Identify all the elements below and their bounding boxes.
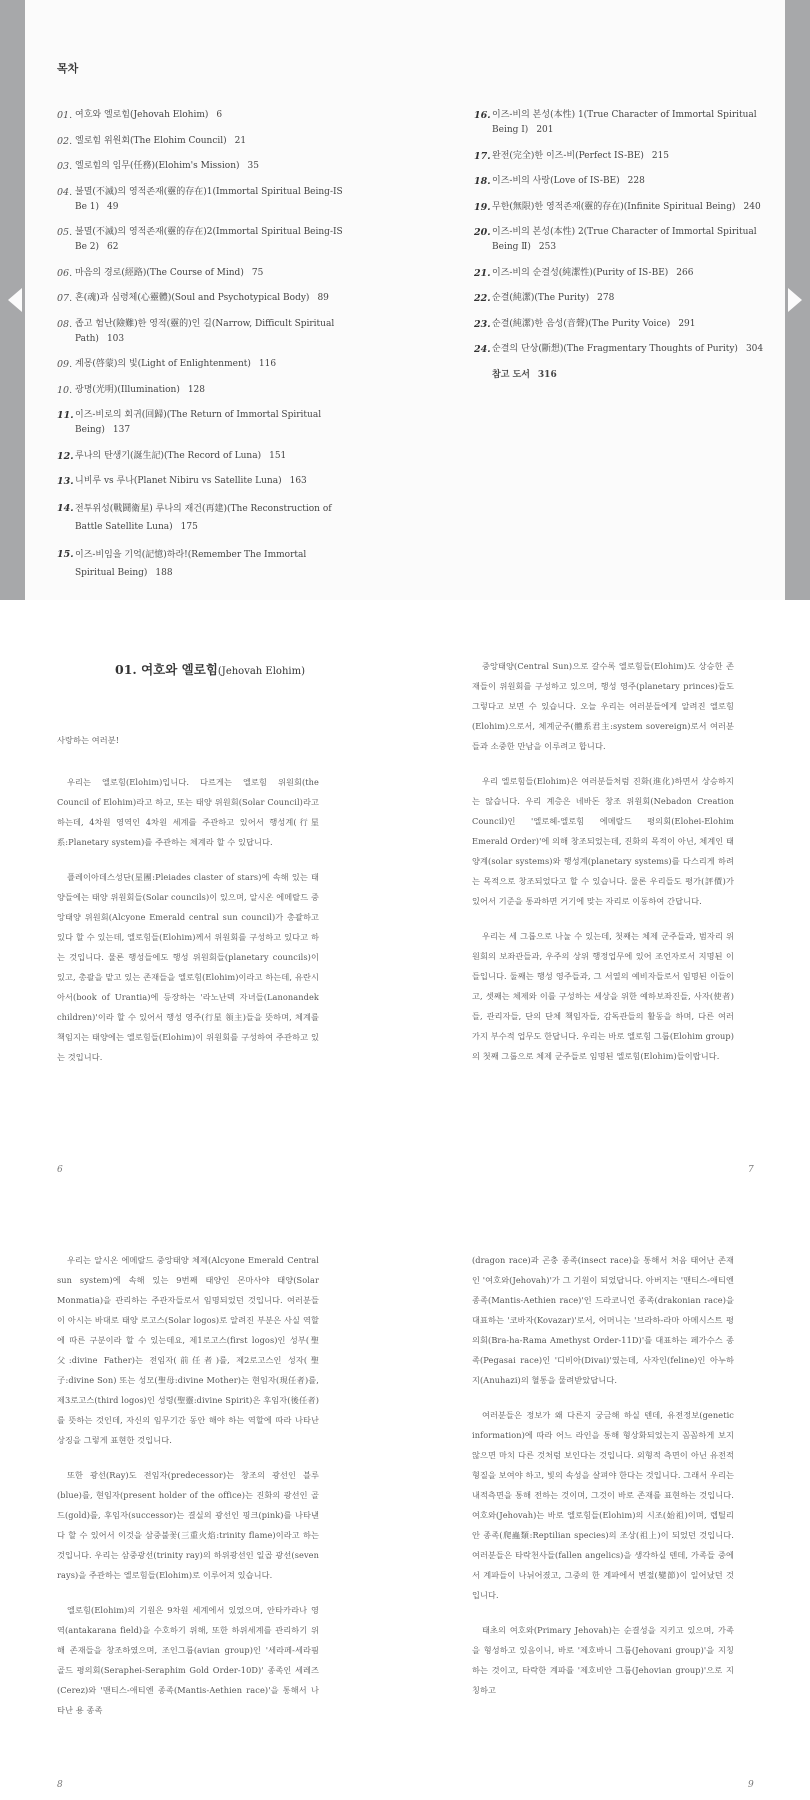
page-9-body <box>472 1250 734 1715</box>
toc-item[interactable]: 09. 계몽(啓蒙)의 빛(Light of Enlightenment) 116 <box>57 359 277 370</box>
paragraph: 중앙태양(Central Sun)으로 갈수록 엘로힘들(Elohim)도 상승한 존재들이 위원회를 구성하고 있으며, 행성 영주(planetary princes)들도 그렇다고 보면 수 있습니다. 오늘 우리는 여러분들에게 알려진 엘로힘(Elohim)으로서, 체계군주(體系君主:system sovereign)로서 여러분들과 소중한 만남을 이루려고 합니다. <box>472 661 734 751</box>
paragraph: (dragon race)과 곤충 종족(insect race)을 통해서 처음 태어난 존재인 '여호와(Jehovah)'가 그 기원이 되었답니다. 아버지는 '맨티스-애티엔 종족(Mantis-Aethien race)'인 드라코니언 종족(drakonian race)을 대표하는 '코바자(Kovazar)'로서, 어머니는 '브라하-라마 아메시스트 평의회(Bra-ha-Rama Amethyst Order-11D)'를 대표하는 페가수스 종족(Pegasai race)인 '디비아(Divai)'였는데, 사자인(feline)인 아누하지(Anuhazi)의 혈통을 물려받았답니다. <box>472 1255 734 1385</box>
toc-item[interactable]: 06. 마음의 경로(經路)(The Course of Mind) 75 <box>57 267 264 279</box>
page-edge-left <box>0 0 25 600</box>
toc-item[interactable]: 18. 이즈-비의 사랑(Love of IS-BE) 228 <box>474 176 645 187</box>
page-6-body <box>57 730 319 1082</box>
page-7-body <box>472 656 734 1081</box>
toc-item[interactable]: 01. 여호와 엘로힘(Jehovah Elohim) 6 <box>57 110 223 121</box>
toc-item[interactable]: 15. 이즈-비임을 기억(記憶)하라!(Remember The Immortal Spiritual Being) 188 <box>57 549 307 578</box>
notch-left-icon <box>8 288 22 312</box>
paragraph: 또한 광선(Ray)도 전임자(predecessor)는 창조의 광선인 블루(blue)를, 현임자(present holder of the office)는 진화의 광선인 골드(gold)를, 후임자(successor)는 결실의 광선인 핑크(pink)를 나타낸다 할 수 있어서 이것을 삼중불꽃(三重火焰:trinity flame)이라고 하는 것입니다. 우리는 삼중광선(trinity ray)의 하위광선인 일곱 광선(seven rays)을 주관하는 엘로힘들(Elohim)로 이루어져 있습니다. <box>57 1470 319 1580</box>
paragraph: 여러분들은 정보가 왜 다른지 궁금해 하실 텐데, 유전정보(genetic information)에 따라 어느 라인을 통해 형상화되었는지 꼼꼼하게 보지 않으면 마치 다른 것처럼 보인다는 것입니다. 외형적 측면이 아닌 유전적 형질을 보여야 하고, 빛의 속성을 살펴야 한다는 것입니다. 그래서 우리는 내적측면을 통해 전하는 것이며, 그것이 바로 존재를 표현하는 것입니다. 여호와(Jehovah)는 바로 엘로힘들(Elohim)의 시조(始祖)이며, 렙틸리안 종족(爬蟲類:Reptilian species)의 조상(祖上)이 되었던 것입니다. 여러분들은 타락천사들(fallen angelics)을 생각하실 텐데, 가족들 중에서 계파들이 나뉘어졌고, 그중의 한 계파에서 변절(變節)이 일어났던 것입니다. <box>472 1410 734 1600</box>
toc-item[interactable]: 13. 니비루 vs 루나(Planet Nibiru vs Satellite Luna) 163 <box>57 476 307 487</box>
paragraph: 우리는 알시온 에메랄드 중앙태양 체제(Alcyone Emerald Central sun system)에 속해 있는 9번째 태양인 몬마사야 태양(Solar Monmatia)을 관리하는 주관자들로서 임명되었던 것입니다. 여러분들이 아시는 바대로 태양 로고스(Solar logos)로 알려진 부분은 사실 역할에 따른 구분이라 할 수 있는데요, 제1로고스(first logos)인 성부(聖父:divine Father)는 전임자(前任者)를, 제2로고스인 성자(聖子:divine Son) 또는 성모(聖母:divine Mother)는 현임자(現任者)를, 제3로고스(third logos)인 성령(聖靈:divine Spirit)은 후임자(後任者)를 뜻하는 것인데, 자신의 임무기간 동안 해야 하는 역할에 따라 나타난 상징을 그렇게 표현한 것입니다. <box>57 1255 319 1445</box>
spread-pages-6-7 <box>0 600 810 1200</box>
chapter-title: 01. 여호와 엘로힘(Jehovah Elohim) <box>115 662 305 677</box>
toc-item[interactable]: 21. 이즈-비의 순결성(純潔性)(Purity of IS-BE) 266 <box>474 267 694 279</box>
paragraph: 사랑하는 여러분! <box>57 735 120 745</box>
toc-item[interactable]: 02. 엘로힘 위원회(The Elohim Council) 21 <box>57 135 247 147</box>
page-number: 6 <box>57 1165 63 1175</box>
paragraph: 플레이아데스성단(星團:Pleiades claster of stars)에 속해 있는 태양들에는 태양 위원회들(Solar councils)이 있으며, 알시온 에메랄드 중앙태양 위원회(Alcyone Emerald central sun council)가 총괄하고 있다 할 수 있는데, 엘로힘들(Elohim)께서 위원회를 구성하고 있다고 하는 것입니다. 물론 행성들에도 행성 위원회들(planetary councils)이 있고, 총괄을 맡고 있는 존재들을 엘로힘(Elohim)이라고 하는데, 유란시아서(book of Urantia)에 등장하는 '라노난덱 자녀들(Lanonandek children)'이라 할 수 있어서 행성 영주(行星 領主)들을 뜻하며, 체계를 책임지는 태양에는 엘로힘들(Elohim)이 위원회를 구성하여 주관하고 있는 것입니다. <box>57 872 319 1062</box>
toc-item[interactable]: 08. 좁고 험난(險難)한 영적(靈的)인 길(Narrow, Difficult Spiritual Path) 103 <box>57 318 335 344</box>
toc-item[interactable]: 03. 엘로힘의 임무(任務)(Elohim's Mission) 35 <box>57 161 259 172</box>
toc-item[interactable]: 14. 전투위성(戰鬪衛星) 루나의 재건(再建)(The Reconstruction of Battle Satellite Luna) 175 <box>57 502 332 532</box>
paragraph: 우리는 세 그룹으로 나눌 수 있는데, 첫째는 체제 군주들과, 범자리 위원회의 보좌관들과, 우주의 상위 행정업무에 있어 조언자로서 지명된 이들입니다. 둘째는 행성 영주들과, 그 서열의 예비자들로서 임명된 이들이고, 셋째는 체제와 이를 구성하는 세상을 위한 예하보좌진들, 사자(使者)들, 관리자들, 단의 단체 책임자들, 감독관들의 활동을 하며, 다른 여러 가지 부수적 업무도 한답니다. 우리는 바로 엘로힘 그룹(Elohim group)의 첫째 그룹으로 체제 군주들로 임명된 엘로힘(Elohim)들이랍니다. <box>472 931 734 1061</box>
toc-item[interactable]: 24. 순결의 단상(斷想)(The Fragmentary Thoughts of Purity) 304 <box>474 344 764 355</box>
page-number: 8 <box>57 1780 63 1790</box>
toc-item[interactable]: 23. 순결(純潔)한 음성(音聲)(The Purity Voice) 291 <box>474 318 696 330</box>
toc-item[interactable]: 22. 순결(純潔)(The Purity) 278 <box>474 293 615 304</box>
toc-item[interactable]: 20. 이즈-비의 본성(本性) 2(True Character of Immortal Spiritual Being Ⅱ) 253 <box>474 227 757 252</box>
toc-item[interactable]: 17. 완전(完全)한 이즈-비(Perfect IS-BE) 215 <box>474 150 670 162</box>
toc-item[interactable]: 19. 무한(無限)한 영적존재(靈的存在)(Infinite Spiritual Being) 240 <box>474 201 761 213</box>
toc-item[interactable]: 16. 이즈-비의 본성(本性) 1(True Character of Immortal Spiritual Being Ⅰ) 201 <box>474 110 757 135</box>
paragraph: 우리는 엘로힘(Elohim)입니다. 다르게는 엘로힘 위원회(the Council of Elohim)라고 하고, 또는 태양 위원회(Solar Council)라고 하는데, 4차원 영역인 4차원 세계를 주관하고 있어서 행성계(行星系:Planetary system)를 주관하는 체계라 할 수 있답니다. <box>57 777 319 847</box>
toc-item[interactable]: 12. 루나의 탄생기(誕生記)(The Record of Luna) 151 <box>57 450 287 462</box>
toc-right-column <box>474 108 764 393</box>
paragraph: 우리 엘로힘들(Elohim)은 여러분들처럼 진화(進化)하면서 상승하지는 않습니다. 우리 계층은 네바돈 창조 위원회(Nebadon Creation Council)인 '엘로헤-엘로힘 에메랄드 평의회(Elohei-Elohim Emerald Order)'에 의해 창조되었는데, 진화의 목적이 아닌, 체계인 태양계(solar systems)와 행성계(planetary systems)를 다스리게 하려는 목적으로 창조되었다고 할 수 있습니다. 물론 우리들도 평가(評價)가 있어서 기준을 통과하면 거기에 맞는 자리로 이동하여 간답니다. <box>472 776 734 906</box>
page-8-body <box>57 1250 319 1735</box>
page-number: 7 <box>748 1165 754 1175</box>
page-edge-right <box>785 0 810 600</box>
paragraph: 엘로힘(Elohim)의 기원은 9차원 세계에서 있었으며, 안타카라나 영역(antakarana field)을 수호하기 위해, 또한 하위세계를 관리하기 위해 존재들을 창조하였으며, 조인그룹(avian group)인 '세라페-세라핌 골드 평의회(Seraphei-Seraphim Gold Order-10D)' 종족인 세레즈(Cerez)와 '맨티스-애티엔 종족(Mantis-Aethien race)'을 통해서 나타난 용 종족 <box>57 1605 319 1715</box>
toc-item[interactable]: 10. 광명(光明)(Illumination) 128 <box>57 384 206 396</box>
toc-item[interactable]: 05. 불멸(不滅)의 영적존재(靈的存在)2(Immortal Spiritual Being-IS Be 2) 62 <box>57 227 343 252</box>
notch-right-icon <box>788 288 802 312</box>
toc-item[interactable]: 07. 혼(魂)과 심령체(心靈體)(Soul and Psychotypical Body) 89 <box>57 293 329 304</box>
toc-item-references[interactable]: 참고 도서 316 <box>492 369 557 380</box>
paragraph: 태초의 여호와(Primary Jehovah)는 순결성을 지키고 있으며, 가족을 형성하고 있음이니, 바로 '제호바니 그룹(Jehovani group)'을 지칭하는 것이고, 타락한 계파를 '제호비안 그룹(Jehovian group)'으로 지칭하고 <box>472 1625 734 1695</box>
toc-item[interactable]: 11. 이즈-비로의 회귀(回歸)(The Return of Immortal Spiritual Being) 137 <box>57 410 322 435</box>
toc-left-column <box>57 108 347 593</box>
toc-heading: 목차 <box>57 62 79 75</box>
toc-spread <box>0 0 810 600</box>
page-number: 9 <box>748 1780 754 1790</box>
toc-item[interactable]: 04. 불멸(不滅)의 영적존재(靈的存在)1(Immortal Spiritual Being-IS Be 1) 49 <box>57 186 343 212</box>
spread-pages-8-9 <box>0 1200 810 1800</box>
